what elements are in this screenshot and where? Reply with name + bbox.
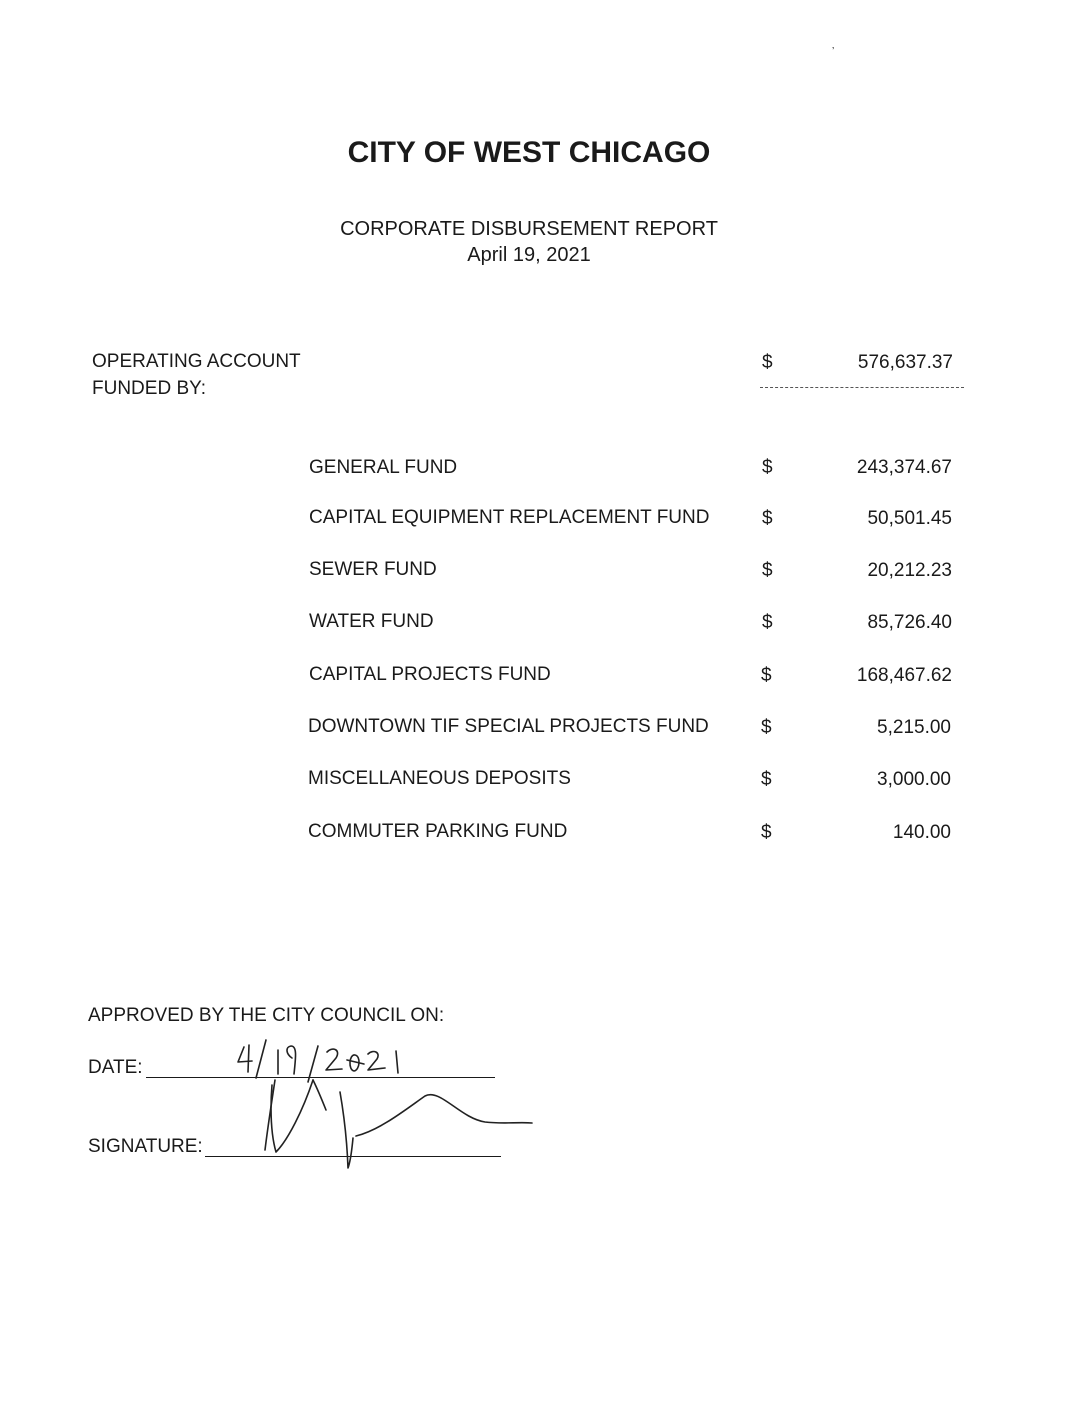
fund-name: CAPITAL EQUIPMENT REPLACEMENT FUND xyxy=(309,507,710,528)
fund-name: GENERAL FUND xyxy=(309,457,458,478)
fund-name: WATER FUND xyxy=(309,611,434,632)
fund-currency: $ xyxy=(762,457,773,478)
fund-currency: $ xyxy=(762,560,773,581)
stray-mark: ’ xyxy=(832,46,835,57)
handwritten-signature xyxy=(265,1080,532,1168)
fund-currency: $ xyxy=(762,508,773,529)
fund-currency: $ xyxy=(761,822,772,843)
page-title: CITY OF WEST CHICAGO xyxy=(347,136,711,169)
fund-amount: 140.00 xyxy=(892,822,951,843)
funded-by-label: FUNDED BY: xyxy=(92,378,207,399)
fund-amount: 85,726.40 xyxy=(867,612,952,633)
fund-amount: 243,374.67 xyxy=(856,457,952,478)
approval-heading: APPROVED BY THE CITY COUNCIL ON: xyxy=(88,1005,445,1026)
fund-amount: 5,215.00 xyxy=(877,717,951,738)
fund-name: DOWNTOWN TIF SPECIAL PROJECTS FUND xyxy=(308,716,709,737)
report-subtitle: CORPORATE DISBURSEMENT REPORT xyxy=(340,218,718,240)
fund-name: SEWER FUND xyxy=(309,559,437,580)
operating-amount: 576,637.37 xyxy=(857,352,953,373)
fund-name: COMMUTER PARKING FUND xyxy=(308,821,568,842)
fund-amount: 50,501.45 xyxy=(867,508,952,529)
fund-currency: $ xyxy=(761,769,772,790)
operating-account-label: OPERATING ACCOUNT xyxy=(92,351,301,372)
fund-currency: $ xyxy=(761,717,772,738)
fund-currency: $ xyxy=(762,612,773,633)
report-date: April 19, 2021 xyxy=(467,244,591,266)
fund-currency: $ xyxy=(761,665,772,686)
fund-amount: 20,212.23 xyxy=(867,560,952,581)
handwritten-date xyxy=(238,1040,398,1082)
signature-label: SIGNATURE: xyxy=(88,1136,203,1157)
date-label: DATE: xyxy=(88,1057,143,1078)
fund-name: CAPITAL PROJECTS FUND xyxy=(309,664,551,685)
fund-name: MISCELLANEOUS DEPOSITS xyxy=(308,768,571,789)
operating-currency: $ xyxy=(762,352,773,373)
fund-amount: 3,000.00 xyxy=(877,769,951,790)
fund-amount: 168,467.62 xyxy=(856,665,952,686)
